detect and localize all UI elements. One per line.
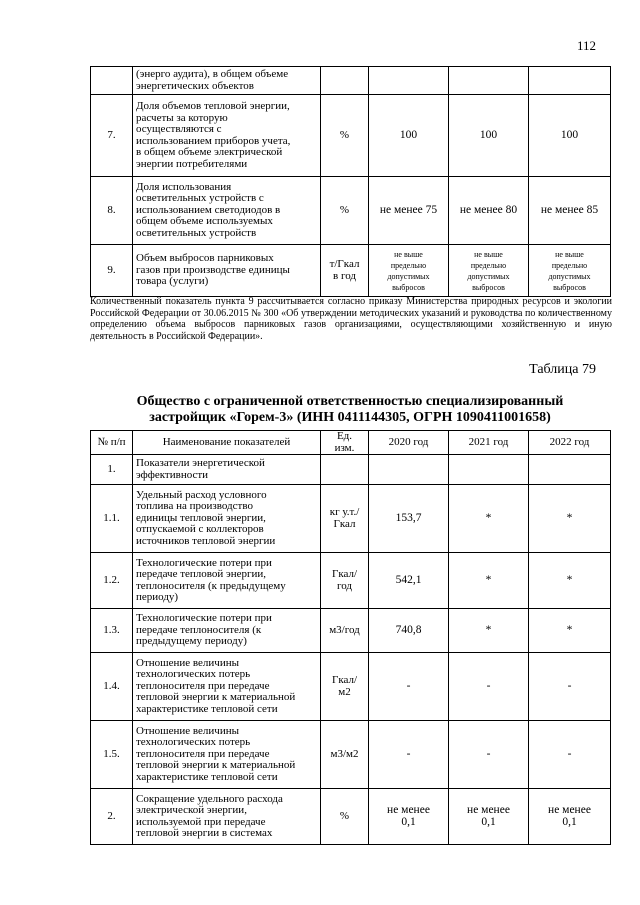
table-row	[91, 721, 611, 789]
value-2021	[449, 653, 529, 721]
cell-line: не менее	[387, 804, 430, 816]
cell-line: %	[339, 203, 350, 216]
cell-line: Сокращение удельного расхода	[136, 792, 283, 805]
cell-line: технологических потерь	[136, 736, 251, 749]
unit-cell	[321, 485, 369, 553]
energy-indicators-table	[90, 430, 611, 845]
value-2022	[529, 609, 611, 653]
cell-line: тепловой энергии в системах	[136, 827, 273, 839]
table-row	[91, 789, 611, 845]
unit-cell	[321, 789, 369, 845]
cell-line: *	[485, 623, 492, 636]
indicator-name	[133, 67, 321, 95]
cell-line: предельно	[470, 260, 507, 270]
cell-line: 0,1	[481, 815, 496, 828]
indicator-name	[133, 721, 321, 789]
table-row	[91, 67, 611, 95]
cell-line: Объем выбросов парниковых	[136, 252, 274, 265]
cell-line: *	[485, 511, 492, 524]
cell-line: Доля использования	[136, 180, 232, 193]
header-name: Наименование показателей	[133, 431, 321, 455]
cell-line: Технологические потери при	[136, 612, 272, 625]
cell-line: использованием приборов учета,	[136, 134, 291, 147]
organization-title-line: застройщик «Горем-3» (ИНН 0411144305, ОГРН 1090411001658)	[149, 409, 551, 425]
indicator-name	[133, 177, 321, 245]
row-number: 1.4.	[91, 653, 133, 721]
cell-line: Отношение величины	[136, 656, 239, 669]
cell-line: не выше	[394, 249, 423, 259]
header-unit-line: Ед.	[336, 430, 353, 442]
page-number: 112	[576, 38, 596, 53]
cell-line: не менее 75	[379, 203, 438, 216]
value-2022	[529, 789, 611, 845]
cell-line: осветительных устройств	[136, 226, 257, 239]
cell-line: характеристике тепловой сети	[136, 770, 278, 783]
unit-cell	[321, 177, 369, 245]
value-2021	[449, 67, 529, 95]
cell-line: использованием светодиодов в	[136, 203, 281, 216]
cell-line: единицы тепловой энергии,	[136, 511, 266, 524]
cell-line: 0,1	[401, 815, 416, 828]
cell-line: топлива на производство	[136, 500, 253, 513]
header-unit	[321, 431, 369, 455]
indicator-name	[133, 95, 321, 177]
value-2020	[369, 485, 449, 553]
header-2022: 2022 год	[529, 431, 611, 455]
value-2021	[449, 789, 529, 845]
value-2020	[369, 609, 449, 653]
cell-line: отпускаемой с коллекторов	[136, 523, 264, 536]
cell-line: *	[566, 623, 573, 636]
cell-line: не менее 85	[540, 203, 599, 216]
cell-line: не выше	[474, 249, 503, 259]
cell-line: -	[406, 679, 411, 692]
organization-title-line: Общество с ограниченной ответственностью специализированный	[136, 394, 564, 409]
cell-line: периоду)	[136, 591, 179, 603]
unit-cell	[321, 95, 369, 177]
table-header-row	[91, 431, 611, 455]
indicator-name	[133, 609, 321, 653]
cell-line: не менее	[548, 804, 591, 816]
unit-cell	[321, 245, 369, 297]
table-caption: Таблица 79	[529, 362, 596, 377]
table-row	[91, 609, 611, 653]
cell-line: м3/м2	[330, 747, 359, 760]
row-number: 1.3.	[91, 609, 133, 653]
cell-line: -	[486, 747, 491, 760]
value-2020	[369, 177, 449, 245]
table-row	[91, 177, 611, 245]
top-indicators-table	[90, 66, 611, 297]
cell-line: выбросов	[472, 282, 505, 292]
cell-line: -	[406, 747, 411, 760]
row-number: 1.5.	[91, 721, 133, 789]
cell-line: товара (услуги)	[136, 275, 209, 288]
table-row	[91, 485, 611, 553]
cell-line: 100	[399, 128, 418, 141]
value-2022	[529, 455, 611, 485]
cell-line: электрической энергии,	[136, 804, 247, 816]
organization-title	[90, 394, 610, 425]
row-number	[91, 67, 133, 95]
indicator-name	[133, 653, 321, 721]
cell-line: предельно	[390, 260, 427, 270]
table-row	[91, 455, 611, 485]
cell-line: общем объеме используемых	[136, 215, 273, 228]
value-2022	[529, 553, 611, 609]
header-2021: 2021 год	[449, 431, 529, 455]
cell-line: Гкал/	[331, 674, 358, 686]
cell-line: 100	[479, 128, 498, 141]
unit-cell	[321, 553, 369, 609]
cell-line: Гкал	[333, 517, 356, 530]
value-2020	[369, 789, 449, 845]
value-2020	[369, 455, 449, 485]
row-number: 2.	[91, 789, 133, 845]
cell-line: *	[485, 573, 492, 586]
value-2020	[369, 553, 449, 609]
indicator-name	[133, 455, 321, 485]
value-2021	[449, 609, 529, 653]
value-2021	[449, 553, 529, 609]
cell-line: используемой при передаче	[136, 815, 266, 828]
row-number: 8.	[91, 177, 133, 245]
unit-cell	[321, 455, 369, 485]
cell-line: эффективности	[136, 468, 209, 481]
cell-line: 100	[560, 128, 579, 141]
cell-line: допустимых	[467, 271, 510, 281]
cell-line: Удельный расход условного	[136, 488, 267, 501]
cell-line: характеристике тепловой сети	[136, 702, 278, 715]
cell-line: энергетических объектов	[136, 79, 254, 92]
value-2022	[529, 653, 611, 721]
cell-line: -	[486, 679, 491, 692]
cell-line: передаче тепловой энергии,	[136, 568, 267, 580]
cell-line: 542,1	[395, 573, 422, 586]
cell-line: *	[566, 511, 573, 524]
cell-line: 740,8	[395, 623, 422, 636]
value-2022	[529, 721, 611, 789]
cell-line: тепловой энергии к материальной	[136, 759, 296, 772]
cell-line: допустимых	[548, 271, 591, 281]
unit-cell	[321, 653, 369, 721]
cell-line: энергии потребителями	[136, 157, 248, 170]
cell-line: (энерго аудита), в общем объеме	[136, 68, 289, 80]
cell-line: *	[566, 573, 573, 586]
value-2022	[529, 95, 611, 177]
cell-line: технологических потерь	[136, 668, 251, 681]
cell-line: %	[339, 809, 350, 822]
table-row	[91, 653, 611, 721]
cell-line: теплоносителя (к предыдущему	[136, 579, 286, 592]
value-2020	[369, 721, 449, 789]
cell-line: Показатели энергетической	[136, 457, 265, 469]
unit-cell	[321, 609, 369, 653]
row-number: 1.2.	[91, 553, 133, 609]
header-unit-line: изм.	[334, 441, 355, 454]
cell-line: предыдущему периоду)	[136, 635, 247, 648]
value-2020	[369, 245, 449, 297]
cell-line: 0,1	[562, 815, 577, 828]
cell-line: в общем объеме электрической	[136, 146, 283, 158]
cell-line: в год	[333, 269, 356, 282]
indicator-name	[133, 245, 321, 297]
cell-line: теплоносителя при передаче	[136, 747, 270, 760]
value-2020	[369, 67, 449, 95]
value-2021	[449, 245, 529, 297]
value-2021	[449, 721, 529, 789]
cell-line: выбросов	[392, 282, 425, 292]
cell-line: предельно	[551, 260, 588, 270]
value-2021	[449, 485, 529, 553]
cell-line: передаче теплоносителя (к	[136, 623, 262, 636]
table-row	[91, 553, 611, 609]
value-2021	[449, 455, 529, 485]
cell-line: т/Гкал	[329, 258, 360, 270]
value-2022	[529, 485, 611, 553]
cell-line: не менее 80	[459, 203, 518, 216]
cell-line: %	[339, 128, 350, 141]
row-number: 1.1.	[91, 485, 133, 553]
cell-line: расчеты за которую	[136, 111, 228, 124]
cell-line: Гкал/	[331, 568, 358, 580]
footnote: Количественный показатель пункта 9 рассчитывается согласно приказу Министерства природных ресурсов и экологии Российской Федерации от 30.06.2015 № 300 «Об утверждении методических указаний и руководства по количественному определению объема выбросов парниковых газов организациями, осуществляющими хозяйственную и иную деятельность в Российской Федерации».	[90, 296, 612, 342]
cell-line: осуществляются с	[136, 123, 222, 135]
row-number: 7.	[91, 95, 133, 177]
header-2020: 2020 год	[369, 431, 449, 455]
unit-cell	[321, 721, 369, 789]
value-2022	[529, 245, 611, 297]
table-row	[91, 95, 611, 177]
cell-line: допустимых	[387, 271, 430, 281]
cell-line: кг у.т./	[329, 506, 360, 518]
unit-cell	[321, 67, 369, 95]
cell-line: выбросов	[553, 282, 586, 292]
cell-line: -	[567, 679, 572, 692]
value-2020	[369, 95, 449, 177]
header-num: № п/п	[91, 431, 133, 455]
value-2022	[529, 67, 611, 95]
cell-line: газов при производстве единицы	[136, 263, 290, 276]
cell-line: не менее	[467, 804, 510, 816]
cell-line: год	[336, 579, 353, 592]
cell-line: Доля объемов тепловой энергии,	[136, 100, 290, 112]
cell-line: 153,7	[395, 511, 422, 524]
cell-line: -	[567, 747, 572, 760]
cell-line: м2	[338, 685, 351, 698]
cell-line: тепловой энергии к материальной	[136, 691, 296, 704]
value-2022	[529, 177, 611, 245]
table-row	[91, 245, 611, 297]
cell-line: источников тепловой энергии	[136, 534, 276, 547]
row-number: 9.	[91, 245, 133, 297]
value-2020	[369, 653, 449, 721]
cell-line: м3/год	[329, 623, 360, 636]
cell-line: Отношение величины	[136, 724, 239, 737]
cell-line: осветительных устройств с	[136, 192, 264, 205]
indicator-name	[133, 553, 321, 609]
indicator-name	[133, 485, 321, 553]
cell-line: Технологические потери при	[136, 556, 272, 569]
row-number: 1.	[91, 455, 133, 485]
cell-line: не выше	[555, 249, 584, 259]
cell-line: теплоносителя при передаче	[136, 679, 270, 692]
value-2021	[449, 95, 529, 177]
value-2021	[449, 177, 529, 245]
indicator-name	[133, 789, 321, 845]
